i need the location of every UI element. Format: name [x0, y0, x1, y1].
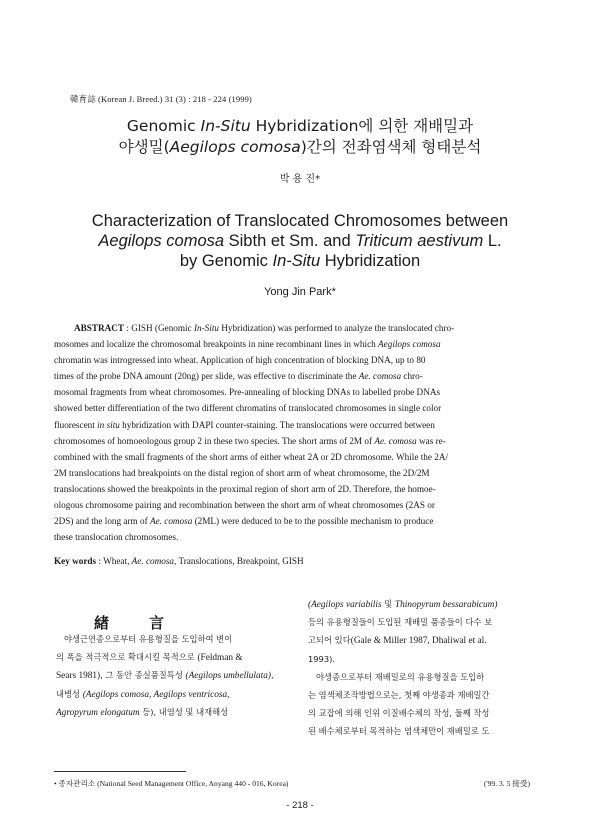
keywords: Key words : Wheat, Ae. comosa, Translocations, Breakpoint, GISH [54, 556, 304, 566]
page-number: - 218 - [286, 800, 314, 811]
body-line: (Aegilops variabilis 및 Thinopyrum bessarabicum) [308, 599, 498, 610]
journal-citation: 韓育誌 (Korean J. Breed.) 31 (3) : 218 - 224 (1999) [70, 94, 252, 104]
abstract-line: mosomes and localize the chromosomal breakpoints in nine recombinant lines in which Aegilops comosa [54, 339, 441, 350]
abstract-line: showed better differentiation of the two different chromatins of translocated chromosomes in single color [54, 403, 442, 414]
body-line: 의 폭을 적극적으로 확대시킬 목적으로 (Feldman & [56, 652, 243, 664]
abstract-line: chromatin was introgressed into wheat. Application of high concentration of blocking DNA, up to 80 [54, 355, 426, 366]
abstract-line: ABSTRACT : GISH (Genomic In-Situ Hybridization) was performed to analyze the translocated chro- [74, 323, 455, 333]
keywords-label: Key words [54, 556, 97, 566]
body-line: 등의 유용형질들이 도입된 재배밀 품종들이 다수 보 [308, 617, 493, 628]
body-line: 된 배수체로부터 목적하는 염색체만이 재배밀로 도 [308, 726, 490, 737]
body-line: 1993). [308, 653, 335, 664]
english-author: Yong Jin Park* [264, 286, 336, 298]
english-title-line-2: Aegilops comosa Sibth et Sm. and Triticum aestivum L. [98, 232, 502, 250]
section-heading-introduction: 緖言 [94, 614, 205, 632]
english-title-line-3: by Genomic In-Situ Hybridization [179, 252, 421, 270]
abstract [54, 320, 528, 545]
abstract-line: 2M translocations had breakpoints on the distal region of short arm of wheat chromosome, the 2D/2M [54, 467, 430, 478]
abstract-line: these translocation chromosomes. [54, 532, 179, 543]
body-line: Sears 1981), 그 동안 종실품질특성 (Aegilops umbellulata), [56, 670, 274, 682]
footnote-affiliation: • 종자관리소 (National Seed Management Office, Anyang 440 - 016, Korea) [54, 779, 289, 788]
abstract-line: ologous chromosome pairing and recombination between the short arm of wheat chromosomes (2AS or [54, 500, 435, 511]
korean-title-line-2: 야생밀(Aegilops comosa)간의 전좌염색체 형태분석 [118, 138, 482, 156]
abstract-line: combined with the small fragments of the short arms of either wheat 2A or 2D chromosome. While the 2A/ [54, 451, 449, 462]
abstract-line: times of the probe DNA amount (20ng) per slide, was effective to discriminate the Ae. comosa chro- [54, 371, 423, 382]
abstract-line: translocations showed the breakpoints in the proximal region of short arm of 2D. Therefore, the homoe- [54, 483, 436, 494]
abstract-line: chromosomes of homoeologous group 2 in these two species. The short arms of 2M of Ae. comosa was re- [54, 435, 446, 446]
received-date: ('99. 3. 5 接受) [483, 779, 530, 788]
body-line: Agropyrum elongatum 등), 내염성 및 내재해성 [56, 706, 229, 718]
footnote-rule [54, 771, 186, 772]
abstract-line: mosomal fragments from wheat chromosomes. Pre-annealing of blocking DNAs to labelled probe DNAs [54, 387, 441, 398]
abstract-line: 2DS) and the long arm of Ae. comosa (2ML) were deduced to be to the possible mechanism to produce [54, 516, 434, 527]
korean-title-line-1: Genomic In-Situ Hybridization에 의한 재배밀과 [126, 117, 474, 135]
body-line: 내병성 (Aegilops comosa, Aegilops ventricosa, [56, 688, 230, 700]
english-title-line-1: Characterization of Translocated Chromosomes between [91, 212, 509, 230]
body-line: 야생근연종으로부터 유용형질을 도입하여 변이 [64, 634, 233, 644]
abstract-label: ABSTRACT [74, 323, 125, 333]
abstract-line: fluorescent in situ hybridization with DAPI counter-staining. The translocations were occurred between [54, 419, 435, 430]
body-line: 야생종으로부터 재배밀로의 유용형질을 도입하 [316, 671, 485, 682]
body-line: 는 염색체조작방법으로는, 첫째 야생종과 재배밀간 [308, 689, 490, 700]
footnote [54, 778, 530, 789]
korean-author: 박 용 진* [279, 174, 321, 185]
body-line: 고되어 있다(Gale & Miller 1987, Dhaliwal et al. [308, 635, 487, 647]
body-line: 의 교잡에 의해 인위 이질배수체의 작성, 둘째 작성 [308, 708, 490, 719]
